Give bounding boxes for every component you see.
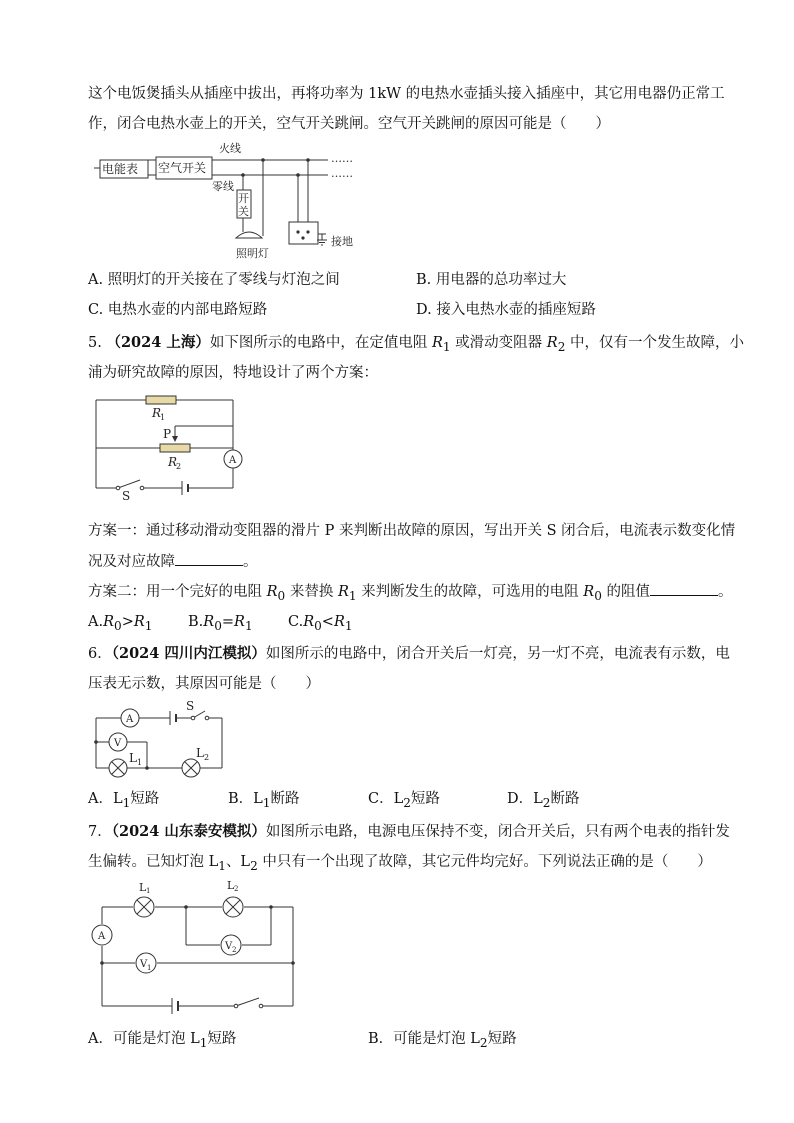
q6-ammeter-label: A (126, 714, 134, 725)
q6-option-b[interactable]: B．$L_1$断路 (228, 791, 300, 810)
q7-switch-blade (236, 998, 259, 1006)
q4-stem-line2: 作，闭合电热水壶上的开关，空气开关跳闸。空气开关跳闸的原因可能是（ ） (88, 116, 610, 132)
q7-option-a[interactable]: A．可能是灯泡 $L_1$短路 (88, 1031, 237, 1050)
q4-option-a[interactable]: A. 照明灯的开关接在了零线与灯泡之间 (88, 272, 340, 288)
q4-live-label: 火线 (219, 142, 241, 155)
q5-fig-r1-label: R (152, 406, 162, 420)
q5-option-b-label: B. (188, 614, 204, 630)
q6-voltmeter-label: V (114, 738, 122, 749)
q5-plan1-text: 况及对应故障 (88, 554, 175, 570)
q5-fig-r2-label: R (168, 455, 178, 469)
q5-stem-part: 如下图所示的电路中，在定值电阻 (209, 335, 432, 351)
q5-plan1-period: 。 (243, 554, 258, 570)
q7-v2-label: V (225, 941, 233, 952)
q7-number: 7． (88, 824, 112, 840)
q5-r1-sub: 1 (348, 588, 357, 603)
q5-r0-sub: 0 (594, 588, 602, 603)
q5-fig-r1-sub: 1 (160, 413, 166, 422)
q5-source: （2024 上海） (106, 334, 210, 351)
q6-l1-label: L (129, 751, 137, 765)
q4-switch-label-2: 关 (238, 205, 249, 218)
q4-breaker-label: 空气开关 (158, 161, 207, 175)
q7-l2-sub: 2 (234, 885, 239, 893)
q4-option-c[interactable]: C. 电热水壶的内部电路短路 (88, 302, 268, 318)
q7-v1-label: V (140, 959, 148, 970)
q7-lamp2-icon (223, 897, 243, 917)
q4-switch-label-1: 开 (238, 192, 249, 205)
q5-option-a-label: A. (88, 614, 104, 630)
q5-plan2-text: 来判断发生的故障，可选用的电阻 (356, 584, 584, 600)
q6-option-c[interactable]: C．$L_2$短路 (368, 791, 440, 810)
q5-option-b[interactable]: $B.R_0=R_1$ (188, 614, 253, 633)
q5-plan2-text: 的阻值 (601, 584, 650, 600)
q4-ground-label: 接地 (331, 235, 353, 248)
q5-r1-symbol: R (337, 584, 349, 600)
q4-live-dots: …… (331, 152, 353, 165)
q6-stem-text: 如图所示的电路中，闭合开关后一灯亮，另一灯不亮，电流表有示数，电 (265, 646, 730, 662)
q4-lamp-label: 照明灯 (236, 247, 269, 260)
q7-lamp1-icon (134, 897, 154, 917)
q7-l1-sub: 1 (146, 887, 151, 895)
q4-meter-label: 电能表 (102, 162, 139, 176)
q6-l2-label: L (196, 746, 204, 760)
q7-stem-text: 如图所示电路，电源电压保持不变，闭合开关后，只有两个电表的指针发 (265, 824, 730, 840)
q5-r0-sub: 0 (277, 588, 286, 603)
q4-option-b[interactable]: B. 用电器的总功率过大 (416, 272, 567, 288)
q5-r0-symbol: R (583, 584, 595, 600)
q5-fig-switch-label: S (122, 489, 131, 503)
q4-neutral-label: 零线 (212, 180, 234, 193)
q5-stem-part: 中，仅有一个发生故障，小 (565, 335, 745, 351)
q5-plan2-period: 。 (717, 584, 733, 600)
q5-r0-symbol: R (266, 584, 278, 600)
q6-option-a[interactable]: A．$L_1$短路 (88, 791, 160, 810)
q6-l1-sub: 1 (137, 758, 143, 767)
q4-option-d[interactable]: D. 接入电热水壶的插座短路 (416, 302, 596, 318)
q5-fig-p-label: P (163, 427, 172, 441)
q5-r1-sub: 1 (442, 339, 451, 354)
q7-l1-label: L (139, 881, 147, 894)
q5-ammeter-label: A (229, 455, 237, 466)
q5-plan2-text: 方案二：用一个完好的电阻 (88, 584, 267, 600)
q7-source: （2024 山东泰安模拟） (111, 823, 266, 840)
q5-plan1-line1: 方案一：通过移动滑动变阻器的滑片 P 来判断出故障的原因，写出开关 S 闭合后，电流表示数变化情 (88, 523, 736, 539)
q7-stem-line2: 生偏转。已知灯泡 $L_1$、$L_2$ 中只有一个出现了故障，其它元件均完好。下列说法正确的是（ ） (88, 854, 712, 873)
q7-v2-sub: 2 (232, 946, 237, 954)
q5-r2-sub: 2 (557, 339, 566, 354)
q6-option-d[interactable]: D．$L_2$断路 (507, 791, 580, 810)
q6-source: （2024 四川内江模拟） (111, 645, 266, 662)
q5-r1-symbol: R (431, 335, 443, 351)
q6-number: 6． (88, 646, 112, 662)
q5-plan2-text: 来替换 (285, 584, 338, 600)
q6-l2-sub: 2 (204, 753, 210, 762)
q4-stem-line1: 这个电饭煲插头从插座中拔出，再将功率为 1kW 的电热水壶插头接入插座中，其它用电器仍正常工 (88, 86, 725, 102)
q5-option-a[interactable]: $A.R_0>R_1$ (88, 614, 153, 633)
q5-stem-part: 或滑动变阻器 (450, 335, 547, 351)
q7-v1-sub: 1 (147, 964, 152, 972)
q7-ammeter-label: A (98, 931, 106, 942)
q5-stem-line2: 浦为研究故障的原因，特地设计了两个方案： (88, 365, 378, 381)
q5-option-c-label: C. (288, 614, 304, 630)
q7-l2-label: L (227, 879, 235, 892)
q5-number: 5. (88, 335, 102, 351)
q5-option-c[interactable]: $C.R_0<R_1$ (288, 614, 353, 633)
q5-r2-symbol: R (546, 335, 558, 351)
q5-fig-r2-sub: 2 (176, 462, 182, 471)
q4-neutral-dots: …… (331, 167, 353, 180)
q7-option-b[interactable]: B．可能是灯泡 $L_2$短路 (368, 1031, 517, 1050)
q6-stem-line2: 压表无示数，其原因可能是（ ） (88, 676, 320, 692)
q6-switch-label: S (186, 699, 195, 713)
